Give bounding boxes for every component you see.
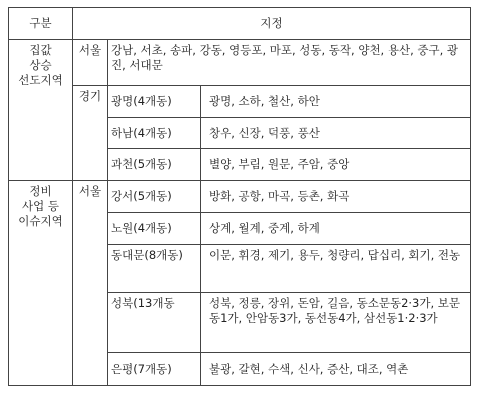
table-row: [9, 86, 471, 118]
district-cell: 노원(4개동): [108, 213, 201, 245]
section2-city: 서울: [73, 181, 108, 386]
header-row: [9, 8, 471, 40]
section1-seoul-city: 서울: [73, 40, 108, 86]
district-cell: 은평(7개동): [108, 353, 201, 386]
section2-category: 정비 사업 등 이슈지역: [9, 181, 73, 386]
table-row: [9, 181, 471, 213]
section1-gyeonggi-city: 경기: [73, 86, 108, 181]
district-cell: 하남(4개동): [108, 118, 201, 149]
district-cell: 광명(4개동): [108, 86, 201, 118]
section1-category: 집값 상승 선도지역: [9, 40, 73, 181]
dongs-cell: 광명, 소하, 철산, 하안: [201, 86, 471, 118]
section1-seoul-districts: 강남, 서초, 송파, 강동, 영등포, 마포, 성동, 동작, 양천, 용산, 중구, 광진, 서대문: [108, 40, 471, 86]
dongs-cell: 성북, 정릉, 장위, 돈암, 길음, 동소문동2·3가, 보문동1가, 안암동3가, 동선동4가, 삼선동1·2·3가: [201, 293, 471, 353]
dongs-cell: 이문, 휘경, 제기, 용두, 청량리, 답십리, 회기, 전농: [201, 245, 471, 293]
dongs-cell: 방화, 공항, 마곡, 등촌, 화곡: [201, 181, 471, 213]
district-cell: 과천(5개동): [108, 149, 201, 181]
dongs-cell: 창우, 신장, 덕풍, 풍산: [201, 118, 471, 149]
header-category: 구분: [9, 8, 73, 40]
dongs-cell: 불광, 갈현, 수색, 신사, 증산, 대조, 역촌: [201, 353, 471, 386]
dongs-cell: 별양, 부림, 원문, 주암, 중앙: [201, 149, 471, 181]
district-cell: 성북(13개동: [108, 293, 201, 353]
district-cell: 동대문(8개동): [108, 245, 201, 293]
district-cell: 강서(5개동): [108, 181, 201, 213]
table-row: [9, 40, 471, 86]
designation-table: [8, 7, 471, 386]
dongs-cell: 상계, 월계, 중계, 하계: [201, 213, 471, 245]
header-designation: 지정: [73, 8, 471, 40]
